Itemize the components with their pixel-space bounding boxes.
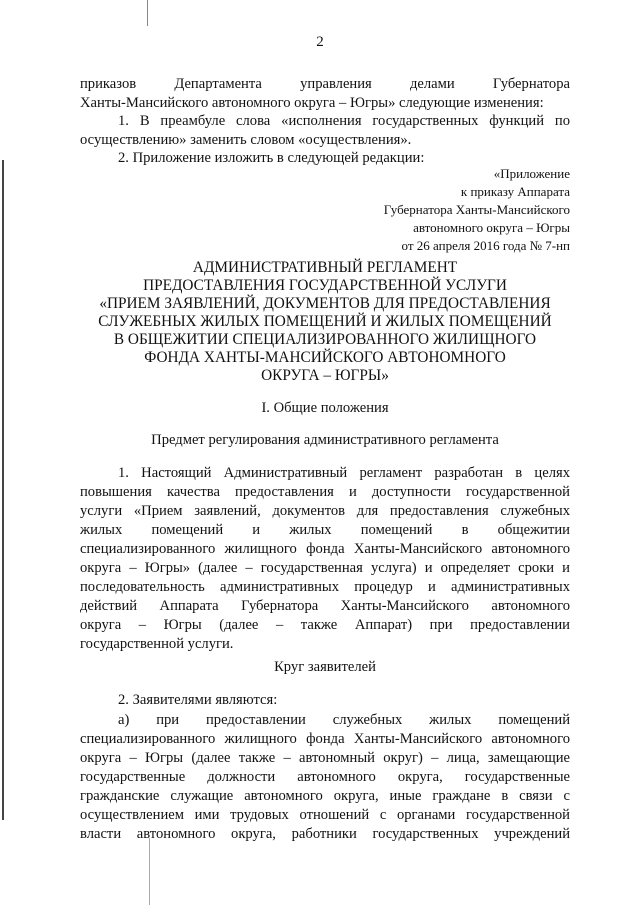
scan-edge-bar: [2, 160, 4, 820]
paragraph-line: округа – Югры» (далее – государственная услуга) и определяет сроки и: [80, 560, 570, 576]
title-line: ФОНДА ХАНТЫ-МАНСИЙСКОГО АВТОНОМНОГО: [144, 349, 506, 366]
title-line: АДМИНИСТРАТИВНЫЙ РЕГЛАМЕНТ: [192, 259, 458, 276]
paragraph-line: а) при предоставлении служебных жилых помещений: [118, 712, 570, 728]
paragraph-line: власти автономного округа, работники государственных учреждений: [80, 826, 570, 842]
paragraph-line: повышения качества предоставления и доступности государственной: [80, 484, 570, 500]
paragraph-line: гражданские служащие автономного округа, иные граждане в связи с: [80, 788, 570, 804]
paragraph-line: 2. Заявителями являются:: [118, 692, 278, 708]
paragraph-line: округа – Югры (далее также – автономный округ) – лица, замещающие: [80, 750, 570, 766]
paragraph-line: специализированного жилищного фонда Ханты-Мансийского автономного: [80, 731, 570, 747]
title-line: «ПРИЕМ ЗАЯВЛЕНИЙ, ДОКУМЕНТОВ ДЛЯ ПРЕДОСТАВЛЕНИЯ: [99, 295, 551, 312]
title-line: ОКРУГА – ЮГРЫ»: [261, 367, 389, 384]
intro-line: Ханты-Мансийского автономного округа – Югры» следующие изменения:: [80, 95, 544, 111]
paragraph-line: специализированного жилищного фонда Ханты-Мансийского автономного: [80, 541, 570, 557]
intro-line: 2. Приложение изложить в следующей редакции:: [118, 150, 425, 166]
paragraph-line: государственные должности автономного округа, государственные: [80, 769, 570, 785]
paragraph-line: последовательность административных процедур и административных: [80, 579, 570, 595]
appendix-note-line: «Приложение: [493, 166, 570, 181]
intro-line: приказов Департамента управления делами Губернатора: [80, 76, 570, 92]
paragraph-line: государственной услуги.: [80, 636, 234, 652]
appendix-note-line: к приказу Аппарата: [460, 184, 570, 199]
paragraph-line: действий Аппарата Губернатора Ханты-Мансийского автономного: [80, 598, 570, 614]
section-heading: I. Общие положения: [261, 400, 389, 416]
subheading-subject: Предмет регулирования административного регламента: [151, 432, 499, 448]
subheading-applicants: Круг заявителей: [274, 659, 376, 675]
paragraph-line: осуществлением ими трудовых отношений с органами государственной: [80, 807, 570, 823]
title-line: СЛУЖЕБНЫХ ЖИЛЫХ ПОМЕЩЕНИЙ И ЖИЛЫХ ПОМЕЩЕНИЙ: [98, 313, 552, 330]
title-line: ПРЕДОСТАВЛЕНИЯ ГОСУДАРСТВЕННОЙ УСЛУГИ: [143, 277, 507, 294]
intro-line: осуществлению» заменить словом «осуществления».: [80, 132, 412, 148]
scan-margin-mark-bottom: [149, 838, 150, 905]
scan-margin-mark-top: [147, 0, 148, 26]
intro-line: 1. В преамбуле слова «исполнения государственных функций по: [118, 113, 570, 129]
page-number: 2: [316, 34, 324, 50]
appendix-note-line: Губернатора Ханты-Мансийского: [383, 202, 570, 217]
title-line: В ОБЩЕЖИТИИ СПЕЦИАЛИЗИРОВАННОГО ЖИЛИЩНОГО: [113, 331, 537, 348]
appendix-note-line: от 26 апреля 2016 года № 7-нп: [401, 238, 570, 253]
paragraph-line: услуги «Прием заявлений, документов для предоставления служебных: [80, 503, 570, 519]
paragraph-line: 1. Настоящий Административный регламент разработан в целях: [118, 465, 570, 481]
appendix-note-line: автономного округа – Югры: [413, 220, 570, 235]
paragraph-line: округа – Югры (далее – также Аппарат) при предоставлении: [80, 617, 570, 633]
paragraph-line: жилых помещений и жилых помещений в общежитии: [80, 522, 570, 538]
